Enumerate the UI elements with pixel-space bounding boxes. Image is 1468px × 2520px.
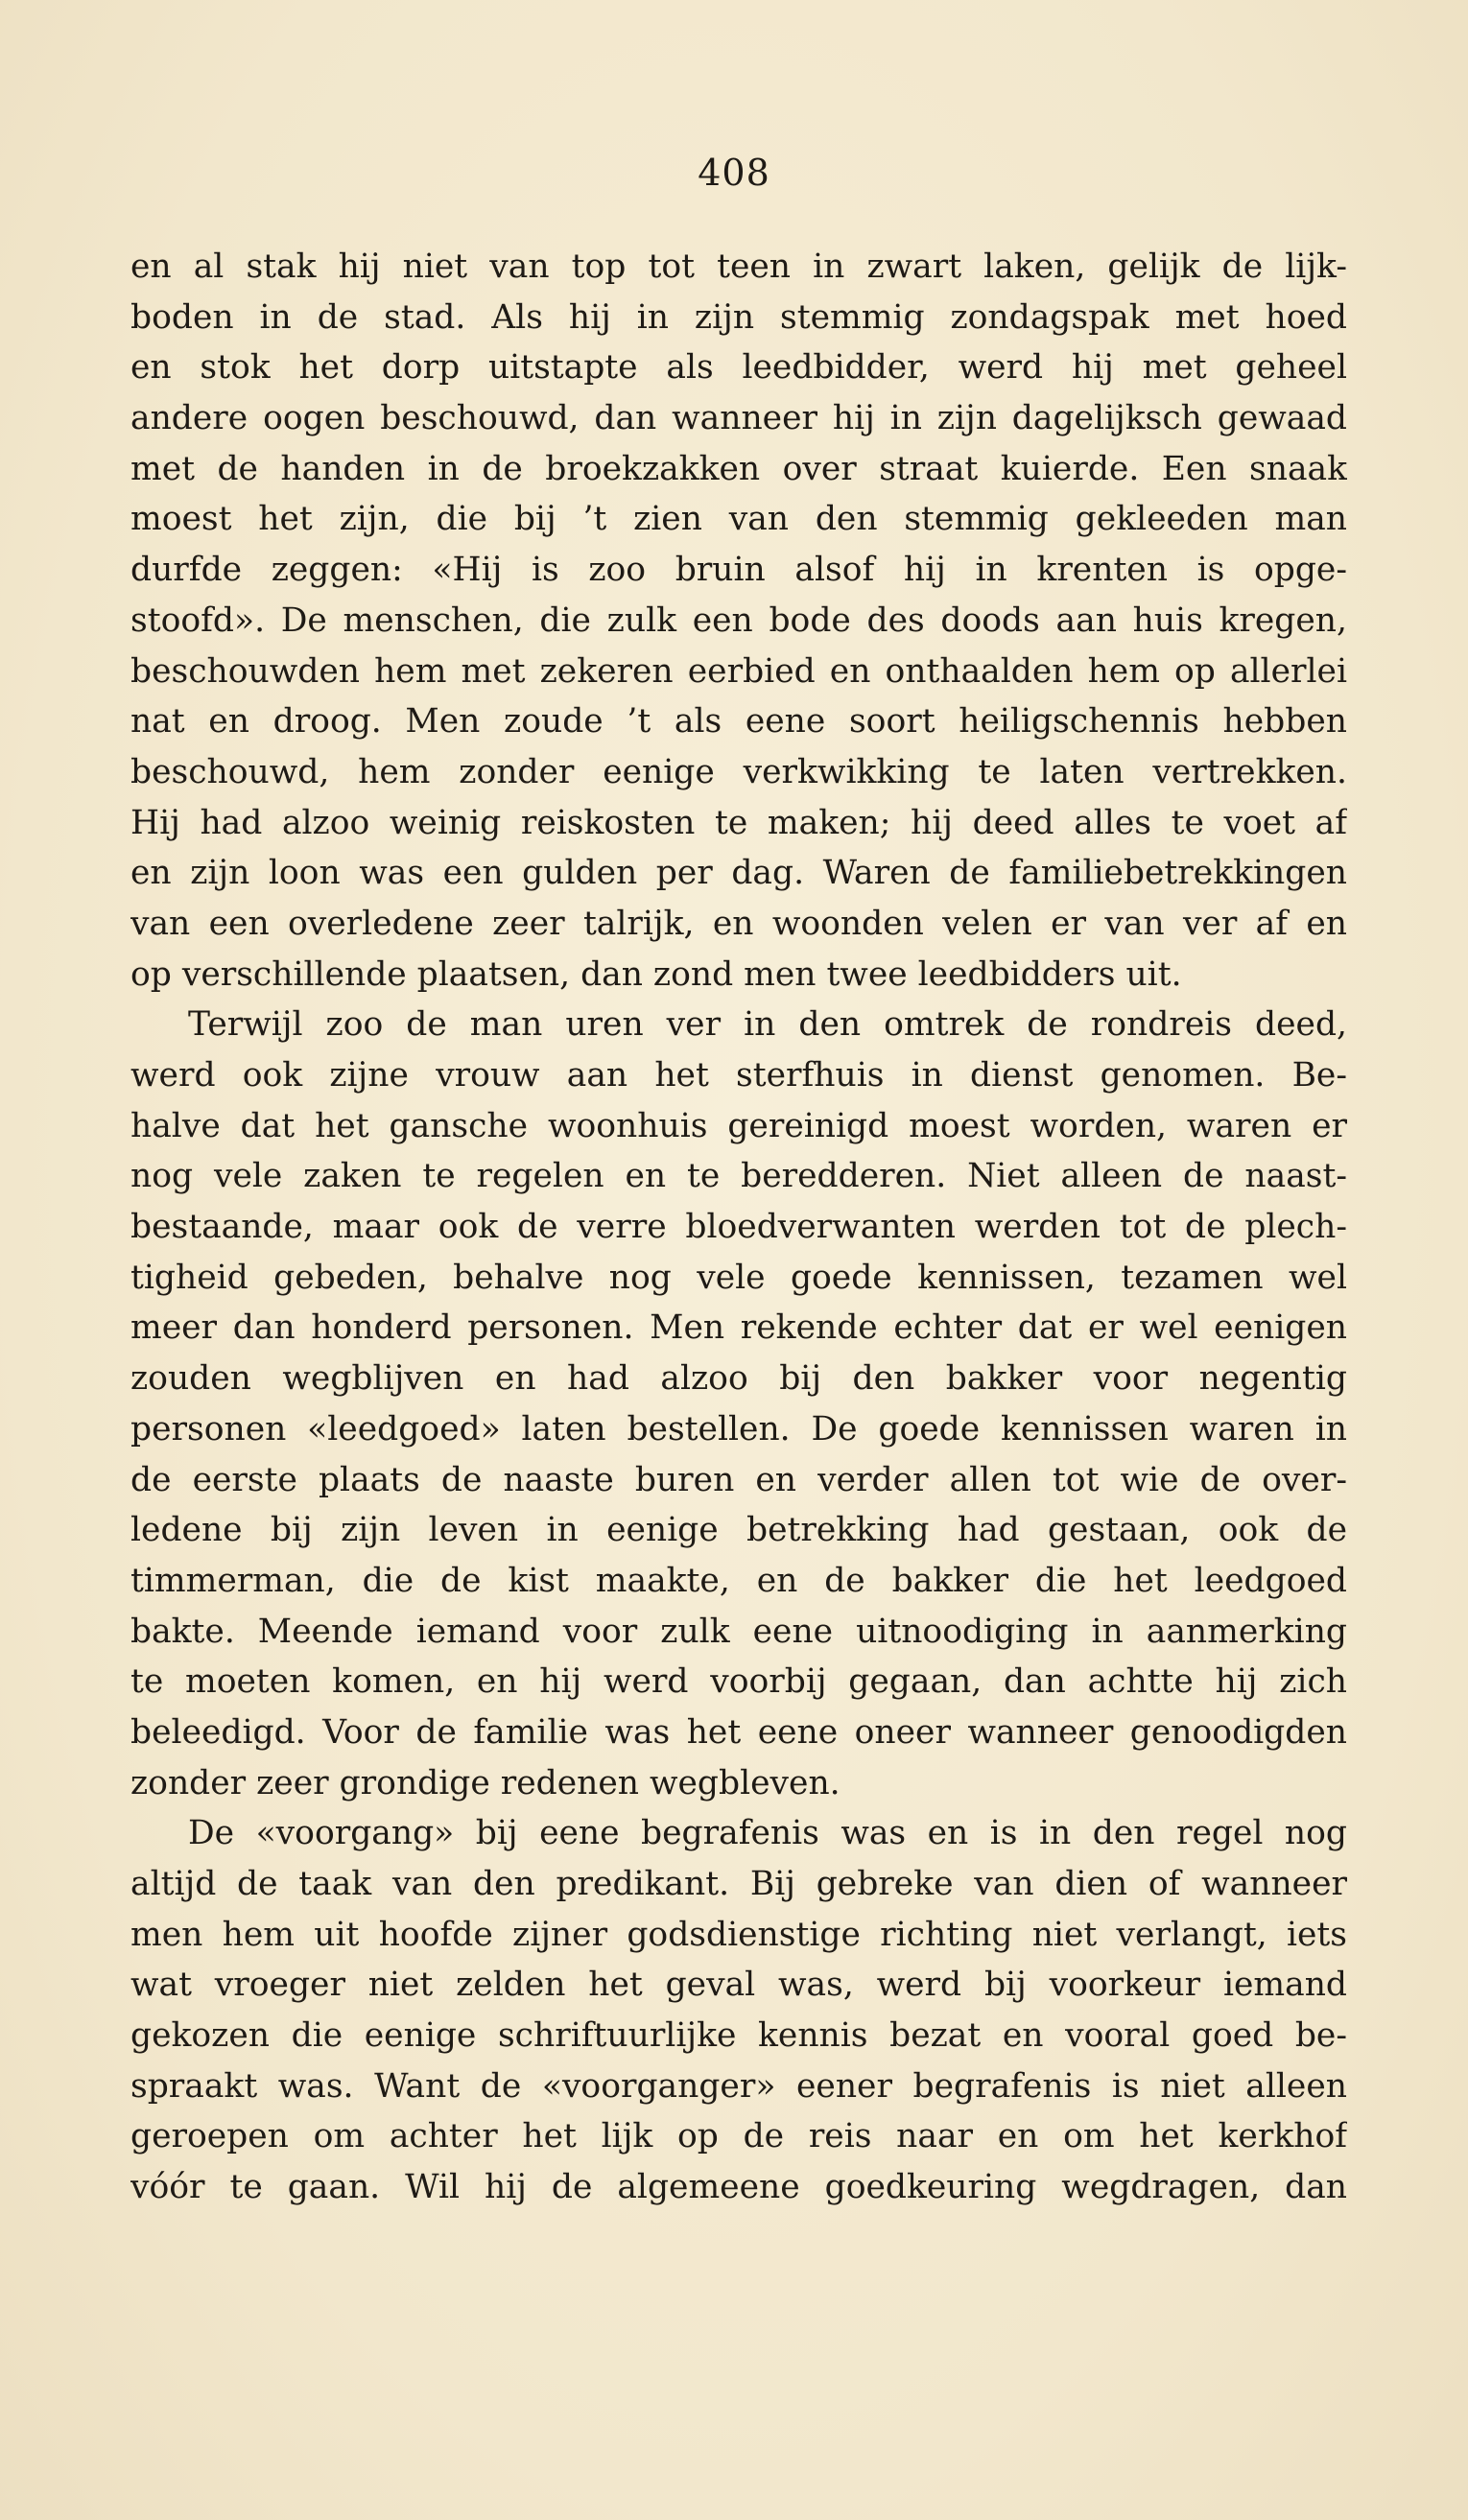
text-line: beschouwd, hem zonder eenige verkwikking te laten vertrekken. [130,752,1347,791]
text-line: werd ook zijne vrouw aan het sterfhuis in dienst genomen. Be- [130,1056,1347,1095]
text-line: meer dan honderd personen. Men rekende echter dat er wel eenigen [130,1308,1347,1348]
text-line: en stok het dorp uitstapte als leedbidder, werd hij met geheel [130,348,1347,388]
text-line: Terwijl zoo de man uren ver in den omtrek de rondreis deed, [188,1005,1347,1045]
text-line: altijd de taak van den predikant. Bij gebreke van dien of wanneer [130,1865,1347,1903]
text-line: stoofd». De menschen, die zulk een bode des doods aan huis kregen, [130,601,1347,640]
text-line: moest het zijn, die bij ’t zien van den stemmig gekleeden man [130,500,1347,539]
text-line: te moeten komen, en hij werd voorbij gegaan, dan achtte hij zich [130,1662,1347,1702]
text-line: vóór te gaan. Wil hij de algemeene goedkeuring wegdragen, dan [130,2168,1347,2207]
text-line: de eerste plaats de naaste buren en verder allen tot wie de over- [130,1460,1347,1499]
text-line: beschouwden hem met zekeren eerbied en onthaalden hem op allerlei [130,651,1347,691]
text-line: Hij had alzoo weinig reiskosten te maken; hij deed alles te voet af [130,803,1347,842]
text-line: timmerman, die de kist maakte, en de bakker die het leedgoed [130,1561,1347,1600]
text-line: personen «leedgoed» laten bestellen. De goede kennissen waren in [130,1409,1347,1448]
text-line: durfde zeggen: «Hij is zoo bruin alsof hij in krenten is opge- [130,551,1347,590]
text-line: en zijn loon was een gulden per dag. Waren de familiebetrekkingen [130,854,1347,893]
text-line: op verschillende plaatsen, dan zond men twee leedbidders uit. [130,954,1182,994]
text-line: gekozen die eenige schriftuurlijke kennis bezat en vooral goed be- [130,2016,1347,2056]
text-line: van een overledene zeer talrijk, en woonden velen er van ver af en [130,904,1347,943]
text-line: andere oogen beschouwd, dan wanneer hij in zijn dagelijksch gewaad [130,399,1347,438]
text-line: ledene bij zijn leven in eenige betrekking had gestaan, ook de [130,1511,1347,1550]
text-line: beleedigd. Voor de familie was het eene oneer wanneer genoodigden [130,1712,1347,1752]
text-line: bakte. Meende iemand voor zulk eene uitnoodiging in aanmerking [130,1612,1347,1651]
text-line: men hem uit hoofde zijner godsdienstige richting niet verlangt, iets [130,1915,1347,1954]
text-line: spraakt was. Want de «voorganger» eener begrafenis is niet alleen [130,2066,1347,2106]
text-line: nat en droog. Men zoude ’t als eene soort heiligschennis hebben [130,702,1347,742]
text-line: zonder zeer grondige redenen wegbleven. [130,1763,841,1802]
text-line: nog vele zaken te regelen en te beredderen. Niet alleen de naast- [130,1157,1347,1196]
text-line: bestaande, maar ook de verre bloedverwanten werden tot de plech- [130,1208,1347,1247]
text-line: boden in de stad. Als hij in zijn stemmig zondagspak met hoed [130,297,1347,337]
text-line: tigheid gebeden, behalve nog vele goede kennissen, tezamen wel [130,1258,1347,1297]
text-line: geroepen om achter het lijk op de reis naar en om het kerkhof [130,2117,1347,2156]
page-number: 408 [698,152,770,194]
body-text [130,242,1347,2213]
text-line: en al stak hij niet van top tot teen in zwart laken, gelijk de lijk- [130,247,1347,286]
text-line: met de handen in de broekzakken over straat kuierde. Een snaak [130,449,1347,488]
text-line: wat vroeger niet zelden het geval was, werd bij voorkeur iemand [130,1966,1347,2005]
text-line: zouden wegblijven en had alzoo bij den bakker voor negentig [130,1359,1347,1399]
text-line: De «voorgang» bij eene begrafenis was en is in den regel nog [188,1814,1347,1853]
text-line: halve dat het gansche woonhuis gereinigd moest worden, waren er [130,1106,1347,1145]
